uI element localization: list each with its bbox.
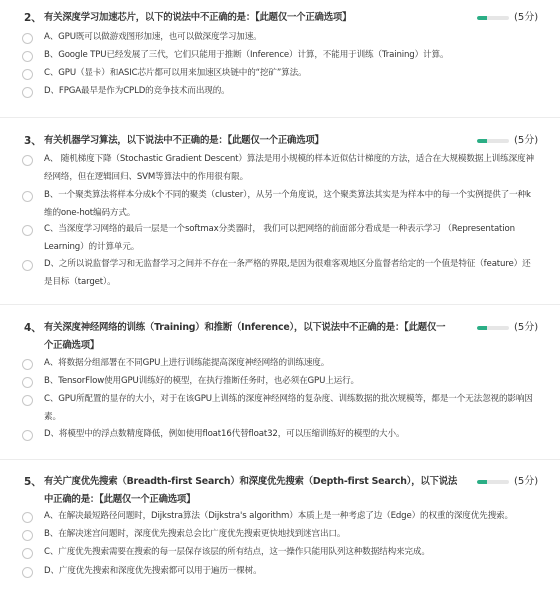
question-title: 有关广度优先搜索（Breadth-first Search）和深度优先搜索（Depth-first Search），以下说法中正确的是：【此题仅一个正确选项】 xyxy=(44,476,458,505)
option-text: A、将数据分组部署在不同GPU上进行训练能提高深度神经网络的训练速度。 xyxy=(44,358,330,368)
option-text: C、GPU所配置的显存的大小，对于在该GPU上训练的深度神经网络的复杂度、训练数据的批次规模等，都是一个无法忽视的影响因素。 xyxy=(44,394,533,422)
option-text: D、FPGA最早是作为CPLD的竞争技术而出现的。 xyxy=(44,86,230,96)
question-number: 4、 xyxy=(24,322,42,334)
score-progress-bar xyxy=(477,326,509,330)
radio-button[interactable] xyxy=(22,430,33,441)
radio-button[interactable] xyxy=(22,155,33,166)
divider xyxy=(0,459,560,460)
question-header xyxy=(0,132,560,150)
question-number: 5、 xyxy=(24,476,42,488)
score-progress-bar xyxy=(477,139,509,143)
question-3 xyxy=(0,132,560,150)
radio-button[interactable] xyxy=(22,512,33,523)
option-text: C、当深度学习网络的最后一层是一个softmax分类器时， 我们可以把网络的前面部分看成是一种表示学习 （Representation Learning）的计算单元。 xyxy=(44,224,515,252)
question-header xyxy=(0,473,560,505)
question-2 xyxy=(0,9,560,27)
question-score: (5分) xyxy=(514,135,539,146)
radio-button[interactable] xyxy=(22,395,33,406)
radio-button[interactable] xyxy=(22,191,33,202)
radio-button[interactable] xyxy=(22,69,33,80)
question-score: (5分) xyxy=(514,476,539,487)
radio-button[interactable] xyxy=(22,33,33,44)
score-progress-bar xyxy=(477,16,509,20)
radio-button[interactable] xyxy=(22,260,33,271)
radio-button[interactable] xyxy=(22,225,33,236)
option-text: D、之所以说监督学习和无监督学习之间并不存在一条严格的界限,是因为很难客观地区分监督者给定的一个值是特征（feature）还是目标（target）。 xyxy=(44,259,531,287)
radio-button[interactable] xyxy=(22,548,33,559)
option-text: A、GPU既可以做游戏图形加速，也可以做深度学习加速。 xyxy=(44,32,262,42)
question-number: 3、 xyxy=(24,135,42,147)
radio-button[interactable] xyxy=(22,530,33,541)
question-5 xyxy=(0,473,560,505)
radio-button[interactable] xyxy=(22,87,33,98)
radio-button[interactable] xyxy=(22,359,33,370)
option-text: B、一个聚类算法将样本分成k个不同的聚类（cluster），从另一个角度说，这个聚类算法其实是为样本中的每一个实例提供了一种k维的one-hot编码方式。 xyxy=(44,190,531,218)
radio-button[interactable] xyxy=(22,51,33,62)
radio-button[interactable] xyxy=(22,377,33,388)
question-number: 2、 xyxy=(24,12,42,24)
question-title: 有关深度学习加速芯片，以下的说法中不正确的是：【此题仅一个正确选项】 xyxy=(44,12,352,23)
option-text: B、TensorFlow使用GPU训练好的模型，在执行推断任务时，也必须在GPU上运行。 xyxy=(44,376,359,386)
option-text: C、GPU（显卡）和ASIC芯片都可以用来加速区块链中的“挖矿”算法。 xyxy=(44,68,307,78)
divider xyxy=(0,304,560,305)
question-title: 有关机器学习算法，以下说法中不正确的是：【此题仅一个正确选项】 xyxy=(44,135,324,146)
question-4 xyxy=(0,319,560,351)
option-text: D、广度优先搜索和深度优先搜索都可以用于遍历一棵树。 xyxy=(44,566,262,576)
option-text: A、在解决最短路径问题时，Dijkstra算法（Dijkstra's algorithm）本质上是一种考虑了边（Edge）的权重的深度优先搜索。 xyxy=(44,511,513,521)
question-header xyxy=(0,319,560,351)
option-text: A、 随机梯度下降（Stochastic Gradient Descent）算法是用小规模的样本近似估计梯度的方法，适合在大规模数据上训练深度神经网络，但在逻辑回归、SVM等算法中的作用很有限。 xyxy=(44,154,534,182)
question-title: 有关深度神经网络的训练（Training）和推断（Inference），以下说法中不正确的是：【此题仅一个正确选项】 xyxy=(44,322,446,351)
option-text: C、广度优先搜索需要在搜索的每一层保存该层的所有结点，这一操作只能用队列这种数据结构来完成。 xyxy=(44,547,430,557)
question-score: (5分) xyxy=(514,12,539,23)
score-progress-bar xyxy=(477,480,509,484)
option-text: B、Google TPU已经发展了三代，它们只能用于推断（Inference）计算，不能用于训练（Training）计算。 xyxy=(44,50,449,60)
question-header xyxy=(0,9,560,27)
option-text: D、将模型中的浮点数精度降低，例如使用float16代替float32，可以压缩训练好的模型的大小。 xyxy=(44,429,405,439)
option-text: B、在解决迷宫问题时，深度优先搜索总会比广度优先搜索更快地找到迷宫出口。 xyxy=(44,529,346,539)
radio-button[interactable] xyxy=(22,567,33,578)
question-score: (5分) xyxy=(514,322,539,333)
divider xyxy=(0,117,560,118)
